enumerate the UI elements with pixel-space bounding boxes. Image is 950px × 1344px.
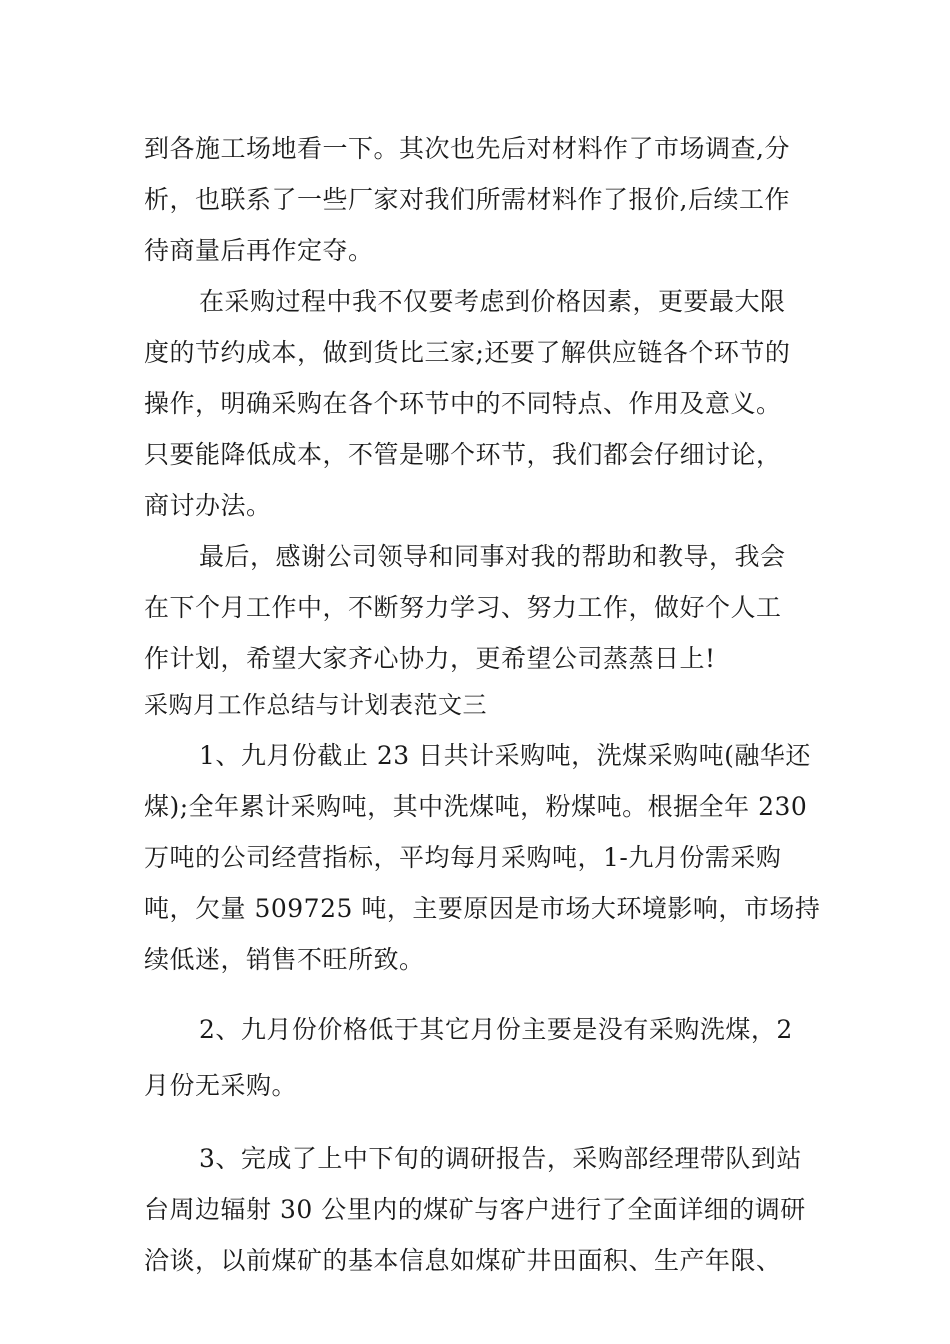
paragraph-first-line: 最后，感谢公司领导和同事对我的帮助和教导，我会 — [199, 542, 786, 571]
text-line: 万吨的公司经营指标，平均每月采购吨，1-九月份需采购 — [144, 843, 782, 872]
paragraph-first-line: 1、九月份截止 23 日共计采购吨，洗煤采购吨(融华还 — [199, 741, 811, 770]
text-line: 煤);全年累计采购吨，其中洗煤吨，粉煤吨。根据全年 230 — [144, 792, 808, 821]
text-line: 在下个月工作中，不断努力学习、努力工作，做好个人工 — [144, 593, 782, 622]
text-line: 洽谈，以前煤矿的基本信息如煤矿井田面积、生产年限、 — [144, 1246, 782, 1275]
text-line: 月份无采购。 — [144, 1071, 298, 1100]
text-line: 操作，明确采购在各个环节中的不同特点、作用及意义。 — [144, 389, 782, 418]
paragraph-first-line: 3、完成了上中下旬的调研报告，采购部经理带队到站 — [199, 1144, 802, 1173]
text-line: 续低迷，销售不旺所致。 — [144, 945, 425, 974]
text-line: 只要能降低成本，不管是哪个环节，我们都会仔细讨论， — [144, 440, 782, 469]
section-heading: 采购月工作总结与计划表范文三 — [144, 691, 487, 719]
text-line: 商讨办法。 — [144, 491, 272, 520]
text-line: 度的节约成本，做到货比三家;还要了解供应链各个环节的 — [144, 338, 791, 367]
paragraph-first-line: 2、九月份价格低于其它月份主要是没有采购洗煤，2 — [199, 1015, 793, 1044]
text-line: 作计划，希望大家齐心协力，更希望公司蒸蒸日上! — [144, 644, 716, 673]
text-line: 到各施工场地看一下。其次也先后对材料作了市场调查,分 — [144, 134, 790, 163]
text-line: 吨，欠量 509725 吨，主要原因是市场大环境影响，市场持 — [144, 894, 821, 923]
text-line: 析，也联系了一些厂家对我们所需材料作了报价,后续工作 — [144, 185, 790, 214]
paragraph-first-line: 在采购过程中我不仅要考虑到价格因素，更要最大限 — [199, 287, 786, 316]
text-line: 待商量后再作定夺。 — [144, 236, 374, 265]
text-line: 台周边辐射 30 公里内的煤矿与客户进行了全面详细的调研 — [144, 1195, 806, 1224]
